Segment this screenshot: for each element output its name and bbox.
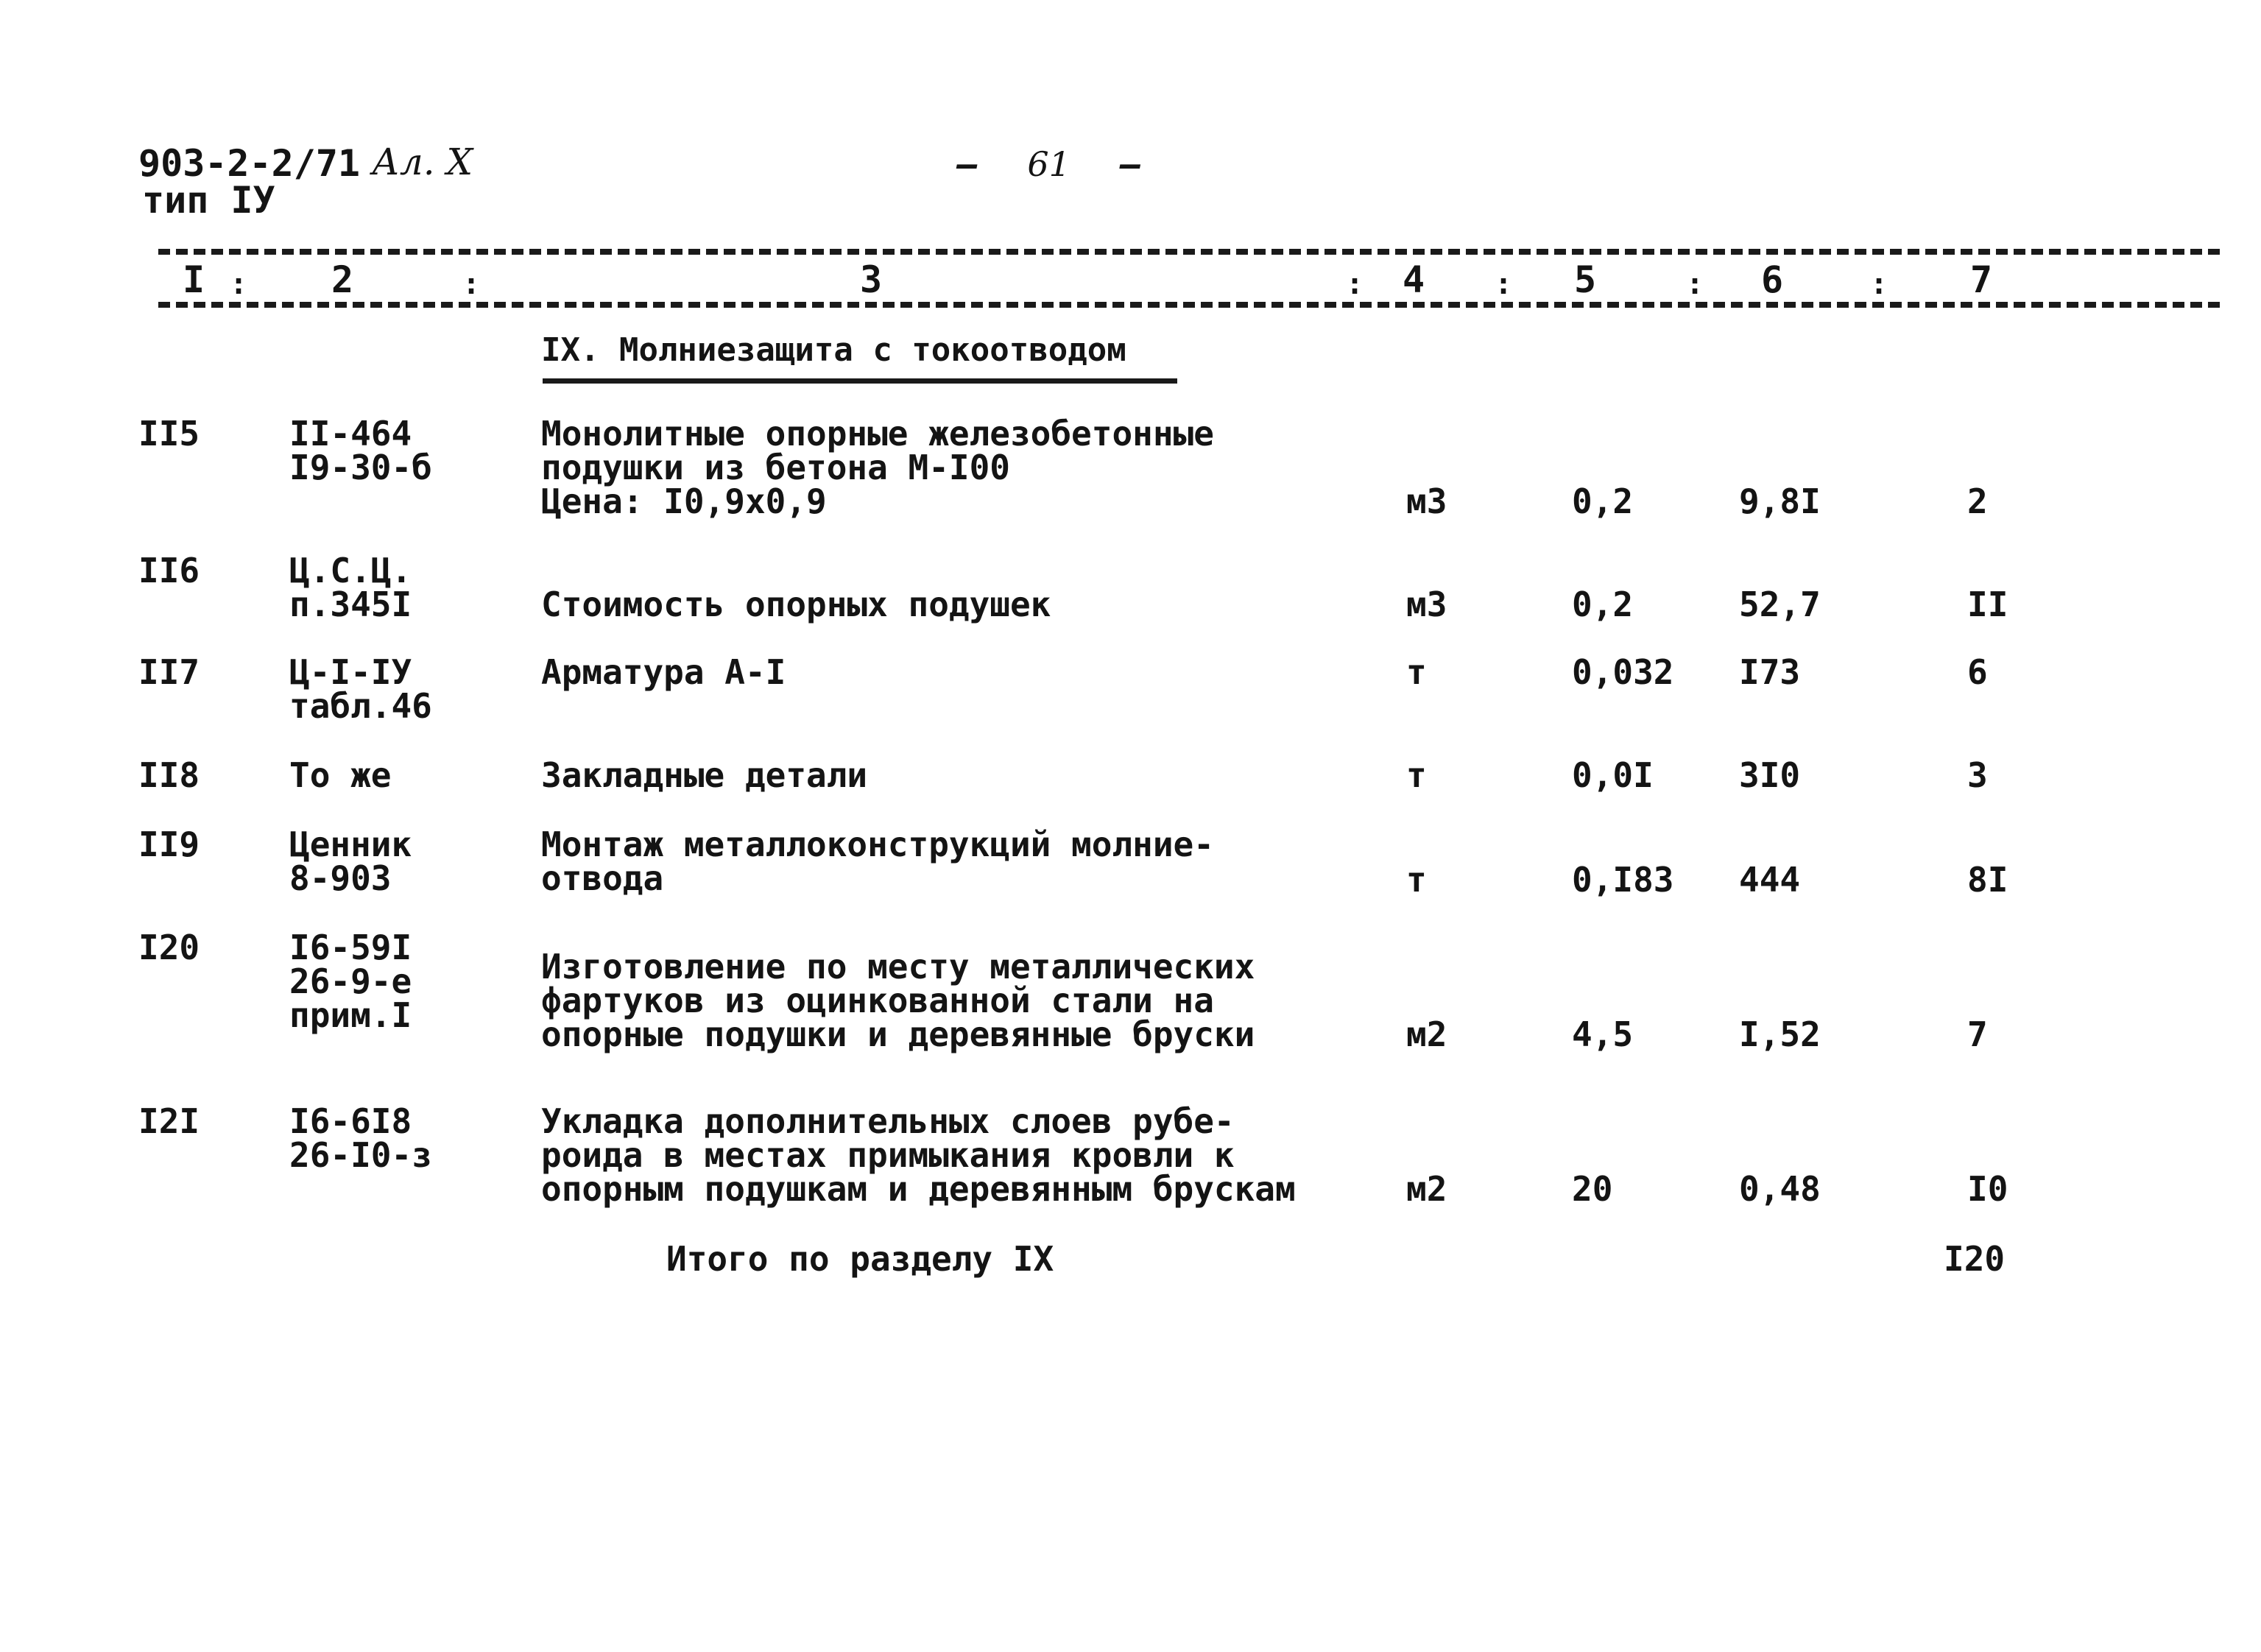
description-line: Закладные детали bbox=[541, 755, 868, 795]
description-line: отвода bbox=[541, 858, 664, 898]
document-code: 903-2-2/71 bbox=[138, 142, 361, 185]
reference-line: табл.46 bbox=[289, 686, 432, 726]
reference-line: 8-903 bbox=[289, 858, 392, 898]
section-title-underline bbox=[543, 378, 1177, 384]
row-unit: м2 bbox=[1406, 1014, 1447, 1054]
row-unit: м2 bbox=[1406, 1169, 1447, 1209]
row-quantity: 20 bbox=[1572, 1169, 1613, 1209]
row-number: II8 bbox=[138, 755, 200, 795]
description-line: Монтаж металлоконструкций молние- bbox=[541, 825, 1214, 864]
page-dash-right: – bbox=[1120, 144, 1141, 184]
row-reference bbox=[289, 551, 412, 624]
section-total-value: I20 bbox=[1944, 1239, 2006, 1279]
row-description bbox=[541, 652, 786, 692]
row-number: I2I bbox=[138, 1101, 200, 1141]
column-separator: : bbox=[1686, 267, 1704, 301]
row-quantity: 0,0I bbox=[1572, 755, 1654, 795]
reference-line: То же bbox=[289, 755, 392, 795]
row-reference bbox=[289, 414, 432, 487]
reference-line: 26-9-е bbox=[289, 961, 412, 1001]
row-unit: м3 bbox=[1406, 585, 1447, 624]
row-quantity: 0,2 bbox=[1572, 481, 1634, 521]
row-unit: т bbox=[1406, 860, 1427, 900]
description-line: опорные подушки и деревянные бруски bbox=[541, 1014, 1255, 1054]
column-header-7: 7 bbox=[1970, 258, 1993, 301]
reference-line: 26-I0-з bbox=[289, 1135, 432, 1175]
reference-line: п.345I bbox=[289, 585, 412, 624]
row-description bbox=[541, 825, 1214, 898]
row-price: I,52 bbox=[1739, 1014, 1821, 1054]
row-reference bbox=[289, 755, 392, 795]
reference-line: I9-30-б bbox=[289, 448, 432, 487]
column-header-4: 4 bbox=[1403, 258, 1425, 301]
reference-line: Ценник bbox=[289, 825, 412, 864]
row-description bbox=[541, 585, 1051, 624]
row-quantity: 4,5 bbox=[1572, 1014, 1634, 1054]
row-number: II6 bbox=[138, 551, 200, 590]
description-line: Изготовление по месту металлических bbox=[541, 947, 1255, 986]
description-line: фартуков из оцинкованной стали на bbox=[541, 981, 1214, 1020]
handwritten-annotation: Ал. X bbox=[372, 141, 473, 183]
reference-line: II-464 bbox=[289, 414, 412, 453]
section-total-label: Итого по разделу IX bbox=[666, 1239, 1054, 1279]
column-separator: : bbox=[462, 267, 481, 301]
page-number-group bbox=[957, 144, 1140, 184]
column-separator: : bbox=[230, 267, 248, 301]
row-total: 2 bbox=[1967, 481, 1988, 521]
row-total: 3 bbox=[1967, 755, 1988, 795]
row-number: II7 bbox=[138, 652, 200, 692]
description-line: подушки из бетона М-I00 bbox=[541, 448, 1010, 487]
column-separator: : bbox=[1346, 267, 1364, 301]
reference-line: I6-6I8 bbox=[289, 1101, 412, 1141]
row-number: II9 bbox=[138, 825, 200, 864]
header-rule-top bbox=[158, 249, 2220, 255]
column-separator: : bbox=[1495, 267, 1513, 301]
row-total: 7 bbox=[1967, 1014, 1988, 1054]
row-total: 8I bbox=[1967, 860, 2008, 900]
row-description bbox=[541, 947, 1255, 1054]
row-reference bbox=[289, 825, 412, 898]
column-header-5: 5 bbox=[1574, 258, 1597, 301]
description-line: Стоимость опорных подушек bbox=[541, 585, 1051, 624]
description-line: роида в местах примыкания кровли к bbox=[541, 1135, 1235, 1175]
description-line: Цена: I0,9х0,9 bbox=[541, 481, 827, 521]
row-number: II5 bbox=[138, 414, 200, 453]
description-line: Укладка дополнительных слоев рубе- bbox=[541, 1101, 1235, 1141]
row-number: I20 bbox=[138, 928, 200, 967]
description-line: Монолитные опорные железобетонные bbox=[541, 414, 1214, 453]
column-header-2: 2 bbox=[331, 258, 354, 301]
row-price: 444 bbox=[1739, 860, 1801, 900]
row-description bbox=[541, 414, 1214, 521]
column-header-1: I bbox=[183, 258, 205, 301]
row-total: 6 bbox=[1967, 652, 1988, 692]
reference-line: прим.I bbox=[289, 995, 412, 1035]
row-quantity: 0,032 bbox=[1572, 652, 1674, 692]
row-reference bbox=[289, 652, 432, 726]
row-price: I73 bbox=[1739, 652, 1801, 692]
row-unit: т bbox=[1406, 652, 1427, 692]
column-separator: : bbox=[1870, 267, 1888, 301]
row-quantity: 0,2 bbox=[1572, 585, 1634, 624]
description-line: опорным подушкам и деревянным брускам bbox=[541, 1169, 1296, 1209]
reference-line: I6-59I bbox=[289, 928, 412, 967]
description-line: Арматура А-I bbox=[541, 652, 786, 692]
reference-line: Ц.С.Ц. bbox=[289, 551, 412, 590]
page-dash-left: – bbox=[957, 144, 978, 184]
page-number: 61 bbox=[1027, 144, 1070, 184]
row-description bbox=[541, 1101, 1296, 1209]
row-reference bbox=[289, 1101, 432, 1175]
row-unit: м3 bbox=[1406, 481, 1447, 521]
reference-line: Ц-I-IУ bbox=[289, 652, 412, 692]
row-description bbox=[541, 755, 868, 795]
row-price: 52,7 bbox=[1739, 585, 1821, 624]
row-total: I0 bbox=[1967, 1169, 2008, 1209]
row-unit: т bbox=[1406, 755, 1427, 795]
row-price: 9,8I bbox=[1739, 481, 1821, 521]
row-total: II bbox=[1967, 585, 2008, 624]
section-title: IX. Молниезащита с токоотводом bbox=[541, 331, 1126, 369]
type-label: тип IУ bbox=[142, 179, 275, 222]
column-header-6: 6 bbox=[1761, 258, 1784, 301]
row-price: 0,48 bbox=[1739, 1169, 1821, 1209]
row-reference bbox=[289, 928, 412, 1035]
row-quantity: 0,I83 bbox=[1572, 860, 1674, 900]
row-price: 3I0 bbox=[1739, 755, 1801, 795]
column-header-3: 3 bbox=[860, 258, 883, 301]
